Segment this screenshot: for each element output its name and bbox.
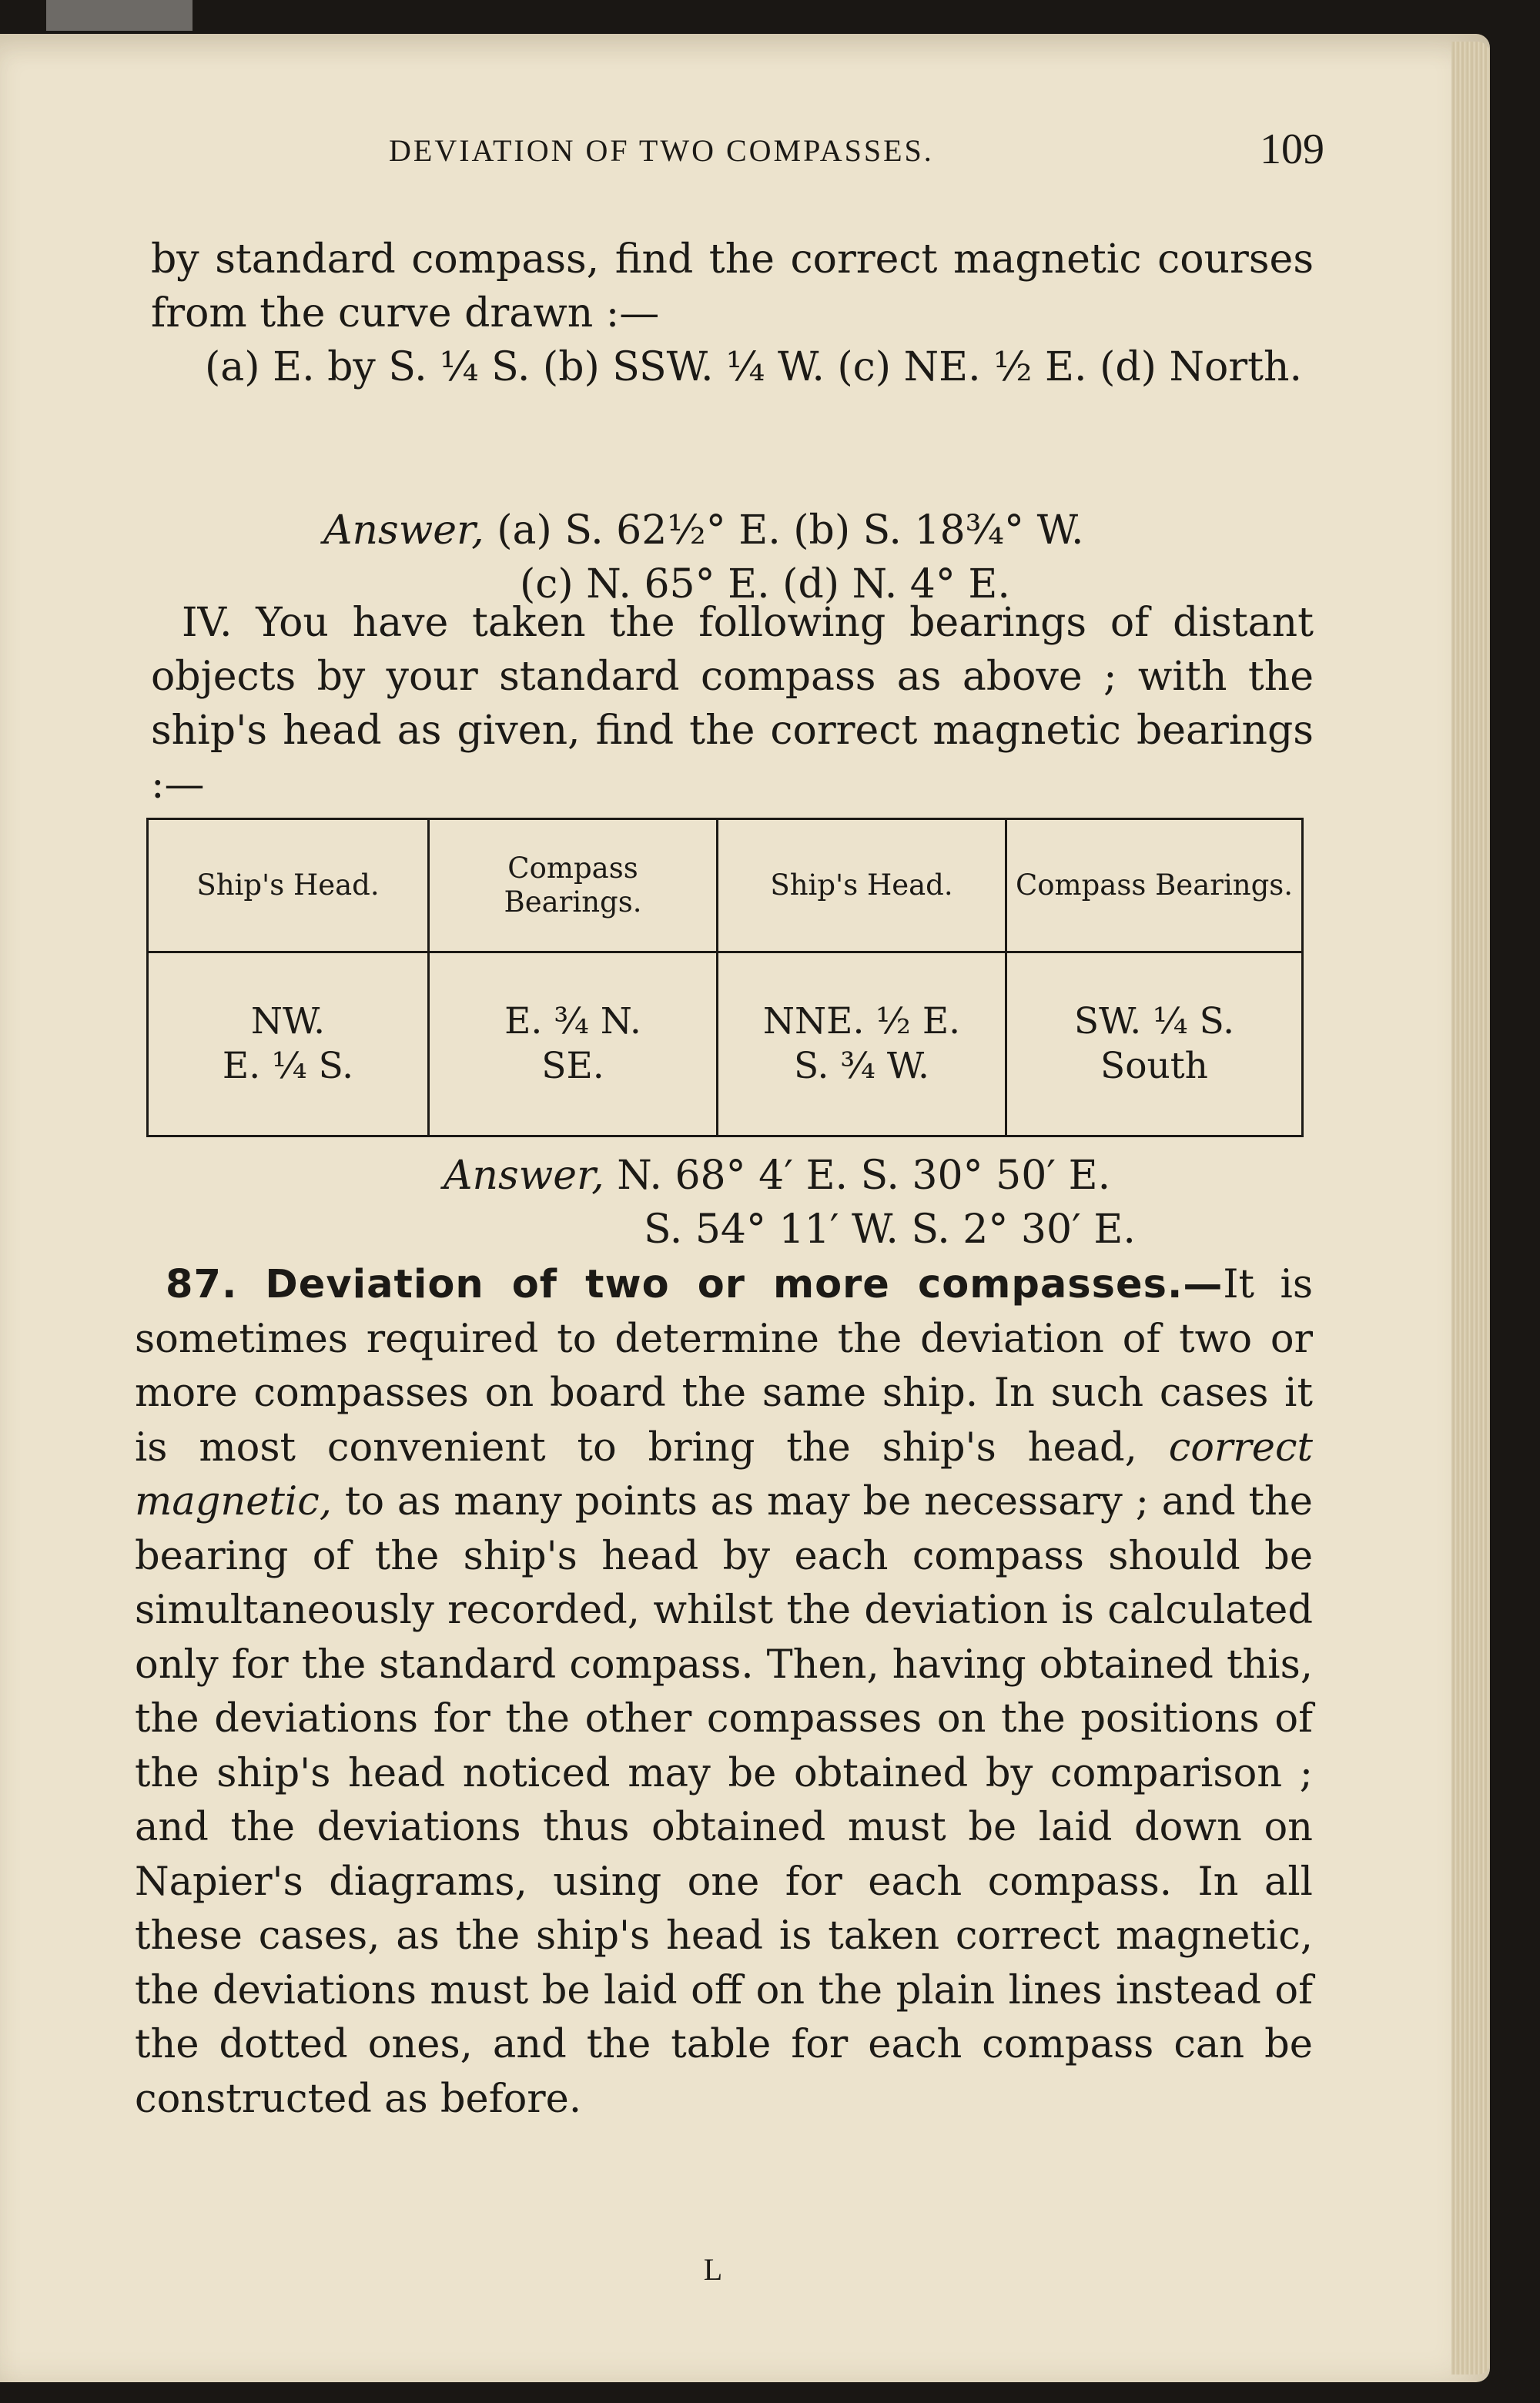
column-header: Compass Bearings. (429, 819, 718, 952)
section-emphasis: correct magnetic, (135, 1424, 1313, 1524)
page-edge (1451, 42, 1490, 2375)
scan-corner-tab (46, 0, 192, 31)
column-header: Compass Bearings. (1006, 819, 1303, 952)
page-number: 109 (1260, 126, 1324, 173)
answer-line: (a) S. 62½° E. (b) S. 18¾° W. (497, 507, 1084, 554)
running-head-title: DEVIATION OF TWO COMPASSES. (389, 133, 934, 168)
table-header-row (148, 819, 1303, 952)
exercise-number: IV. (182, 600, 233, 646)
answer-line: S. 54° 11′ W. S. 2° 30′ E. (644, 1207, 1136, 1253)
signature-mark: L (703, 2252, 723, 2287)
exercise-text: by standard compass, find the correct magnetic courses from the curve drawn :— (151, 236, 1314, 336)
running-head (154, 126, 1324, 179)
section-text: It is sometimes required to determine the deviation of two or more compasses on board the same ship. In such cases it is most convenient to bring the ship's head, (135, 1262, 1313, 1471)
exercise-iv (151, 596, 1314, 812)
exercise-continuation (151, 233, 1314, 394)
column-header: Ship's Head. (718, 819, 1006, 952)
table-cell: E. ¾ N. SE. (429, 952, 718, 1136)
section-heading: 87. Deviation of two or more compasses.— (166, 1262, 1224, 1307)
table-cell: NNE. ½ E. S. ¾ W. (718, 952, 1006, 1136)
table-cell: NW. E. ¼ S. (148, 952, 429, 1136)
answer-block-2 (151, 1149, 1314, 1257)
answer-label: Answer, (444, 1153, 604, 1199)
column-header: Ship's Head. (148, 819, 429, 952)
book-page (0, 34, 1490, 2382)
section-text: to as many points as may be necessary ; and the bearing of the ship's head by each compass should be simultaneously recorded, whilst the deviation is calculated only for the standard compass. Then, having obtained this, the deviations for the other compasses on the positions of the ship's head noticed may be obtained by comparison ; and the deviations thus obtained must be laid down on Napier's diagrams, using one for each compass. In all these cases, as the ship's head is taken correct magnetic, the deviations must be laid off on the plain lines instead of the dotted ones, and the table for each compass can be constructed as before. (135, 1479, 1313, 2122)
section-87 (135, 1258, 1313, 2127)
answer-block-1 (154, 504, 1317, 611)
answer-line: N. 68° 4′ E. S. 30° 50′ E. (617, 1153, 1111, 1199)
table-cell: SW. ¼ S. South (1073, 1000, 1235, 1087)
exercise-items: (a) E. by S. ¼ S. (b) SSW. ¼ W. (c) NE. ½ E. (d) North. (205, 344, 1303, 390)
exercise-text: You have taken the following bearings of distant objects by your standard compass as above ; with the ship's head as given, find the correct magnetic bearings :— (151, 600, 1314, 808)
bearings-table (146, 818, 1304, 1137)
answer-line: (c) N. 65° E. (d) N. 4° E. (520, 561, 1010, 607)
answer-label: Answer, (323, 507, 484, 554)
table-row (148, 952, 1303, 1136)
